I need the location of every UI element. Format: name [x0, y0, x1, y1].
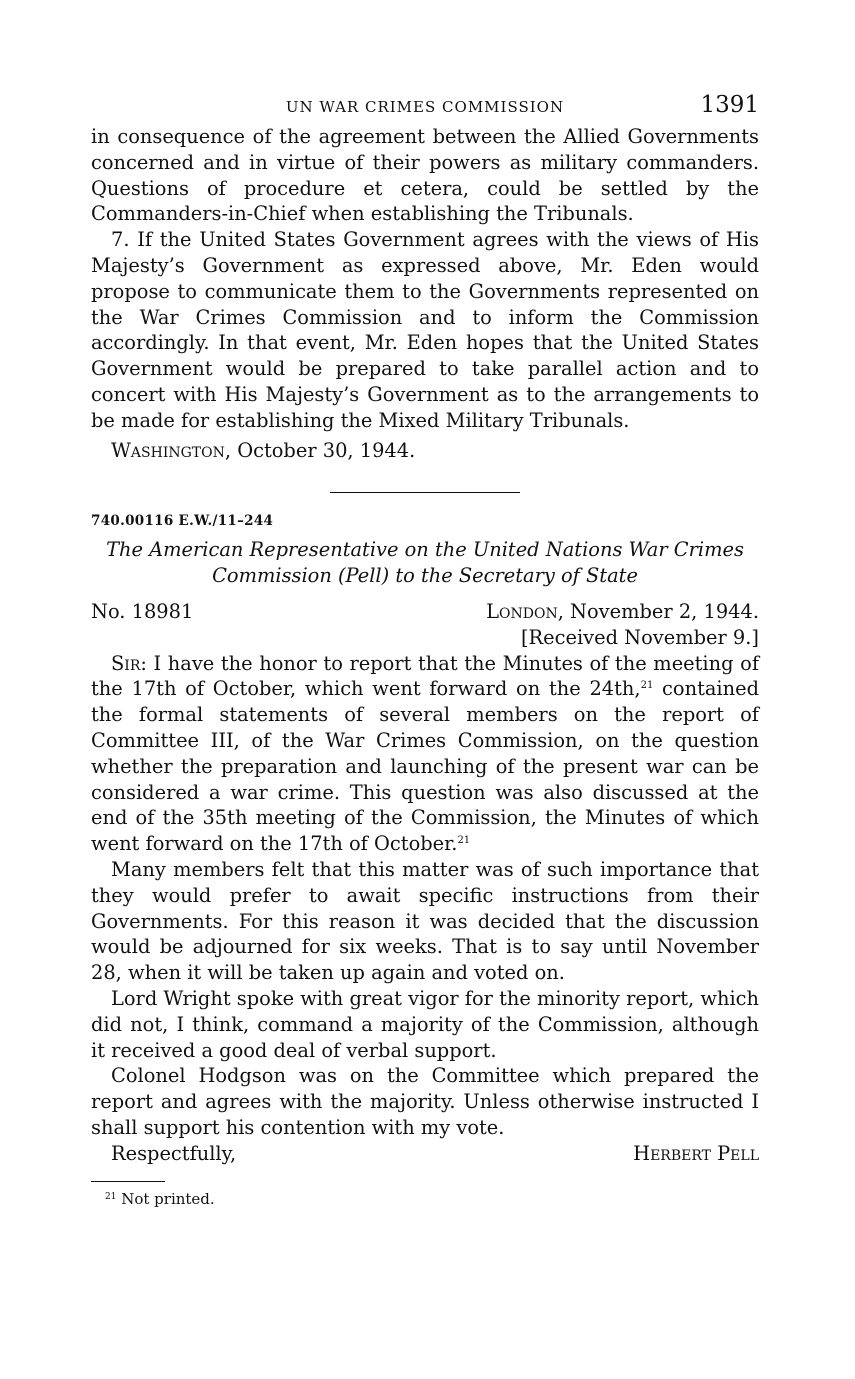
- letter-paragraph-4: Colonel Hodgson was on the Committee which prepared the report and agrees with the majority. Unless otherwise instructed I shall support his contention with my vote.: [91, 1064, 759, 1139]
- document-meta: [91, 599, 759, 651]
- letter-closing: [91, 1141, 759, 1169]
- footnote-rule: [91, 1181, 165, 1182]
- salutation: Sir:: [111, 651, 147, 675]
- signature: Herbert Pell: [633, 1141, 759, 1165]
- document-place-date: [486, 599, 759, 651]
- dateline-place: Washington,: [111, 438, 232, 462]
- document-date: November 2, 1944.: [563, 599, 759, 623]
- file-number: 740.00116 E.W./11–244: [91, 512, 274, 529]
- document-number: No. 18981: [91, 599, 194, 623]
- footnote-marker: 21: [105, 1191, 117, 1202]
- letter-paragraph-3: Lord Wright spoke with great vigor for the minority report, which did not, I think, command a majority of the Commission, although it received a good deal of verbal support.: [91, 986, 759, 1062]
- closing: Respectfully,: [111, 1141, 237, 1165]
- page-header: [91, 92, 759, 124]
- footnote-text: Not printed.: [116, 1189, 215, 1208]
- document-title-line-1: The American Representative on the United Nations War Crimes: [106, 537, 744, 561]
- continued-paragraph: in consequence of the agreement between the Allied Governments concerned and in virtue of their powers as military commanders. Questions of procedure et cetera, could be settled by the Commanders-in-Chief when establishing the Tribunals.: [91, 125, 759, 226]
- footnote-ref: 21: [457, 835, 471, 847]
- section-divider: [330, 492, 520, 493]
- page-number: 1391: [700, 92, 759, 118]
- letter-paragraph-1-part-b: contained the formal statements of several members on the report of Committee III, of the War Crimes Commission, on the question whether the preparation and launching of the present war can be considered a war crime. This question was also discussed at the end of the 35th meeting of the Commission, the Minutes of which went forward on the 17th of October.: [91, 677, 759, 856]
- paragraph-7: 7. If the United States Government agrees with the views of His Majesty’s Government as expressed above, Mr. Eden would propose to communicate them to the Governments represented on the War Crimes Commission and to inform the Commission accordingly. In that event, Mr. Eden hopes that the United States Government would be prepared to take parallel action and to concert with His Majesty’s Government as to the arrangements to be made for establishing the Mixed Military Tribunals.: [91, 228, 759, 432]
- document-page: [91, 92, 759, 1208]
- document-title: [91, 537, 759, 589]
- letter-paragraph-1: [91, 651, 759, 857]
- letter-paragraph-2: Many members felt that this matter was of such importance that they would prefer to await specific instructions from their Governments. For this reason it was decided that the discussion would be adjourned for six weeks. That is to say until November 28, when it will be taken up again and voted on.: [91, 857, 759, 985]
- received-date: [Received November 9.]: [520, 625, 759, 649]
- footnote-ref: 21: [640, 680, 654, 692]
- dateline-date: October 30, 1944.: [231, 438, 416, 462]
- document-place: London,: [486, 599, 564, 623]
- running-head: UN WAR CRIMES COMMISSION: [285, 98, 565, 116]
- dateline: [91, 438, 759, 464]
- footnote: [91, 1190, 759, 1208]
- letter-paragraph-1-part-a: I have the honor to report that the Minutes of the meeting of the 17th of October, which went forward on the 24th,: [91, 651, 759, 701]
- document-title-line-2: Commission (Pell) to the Secretary of State: [212, 563, 638, 587]
